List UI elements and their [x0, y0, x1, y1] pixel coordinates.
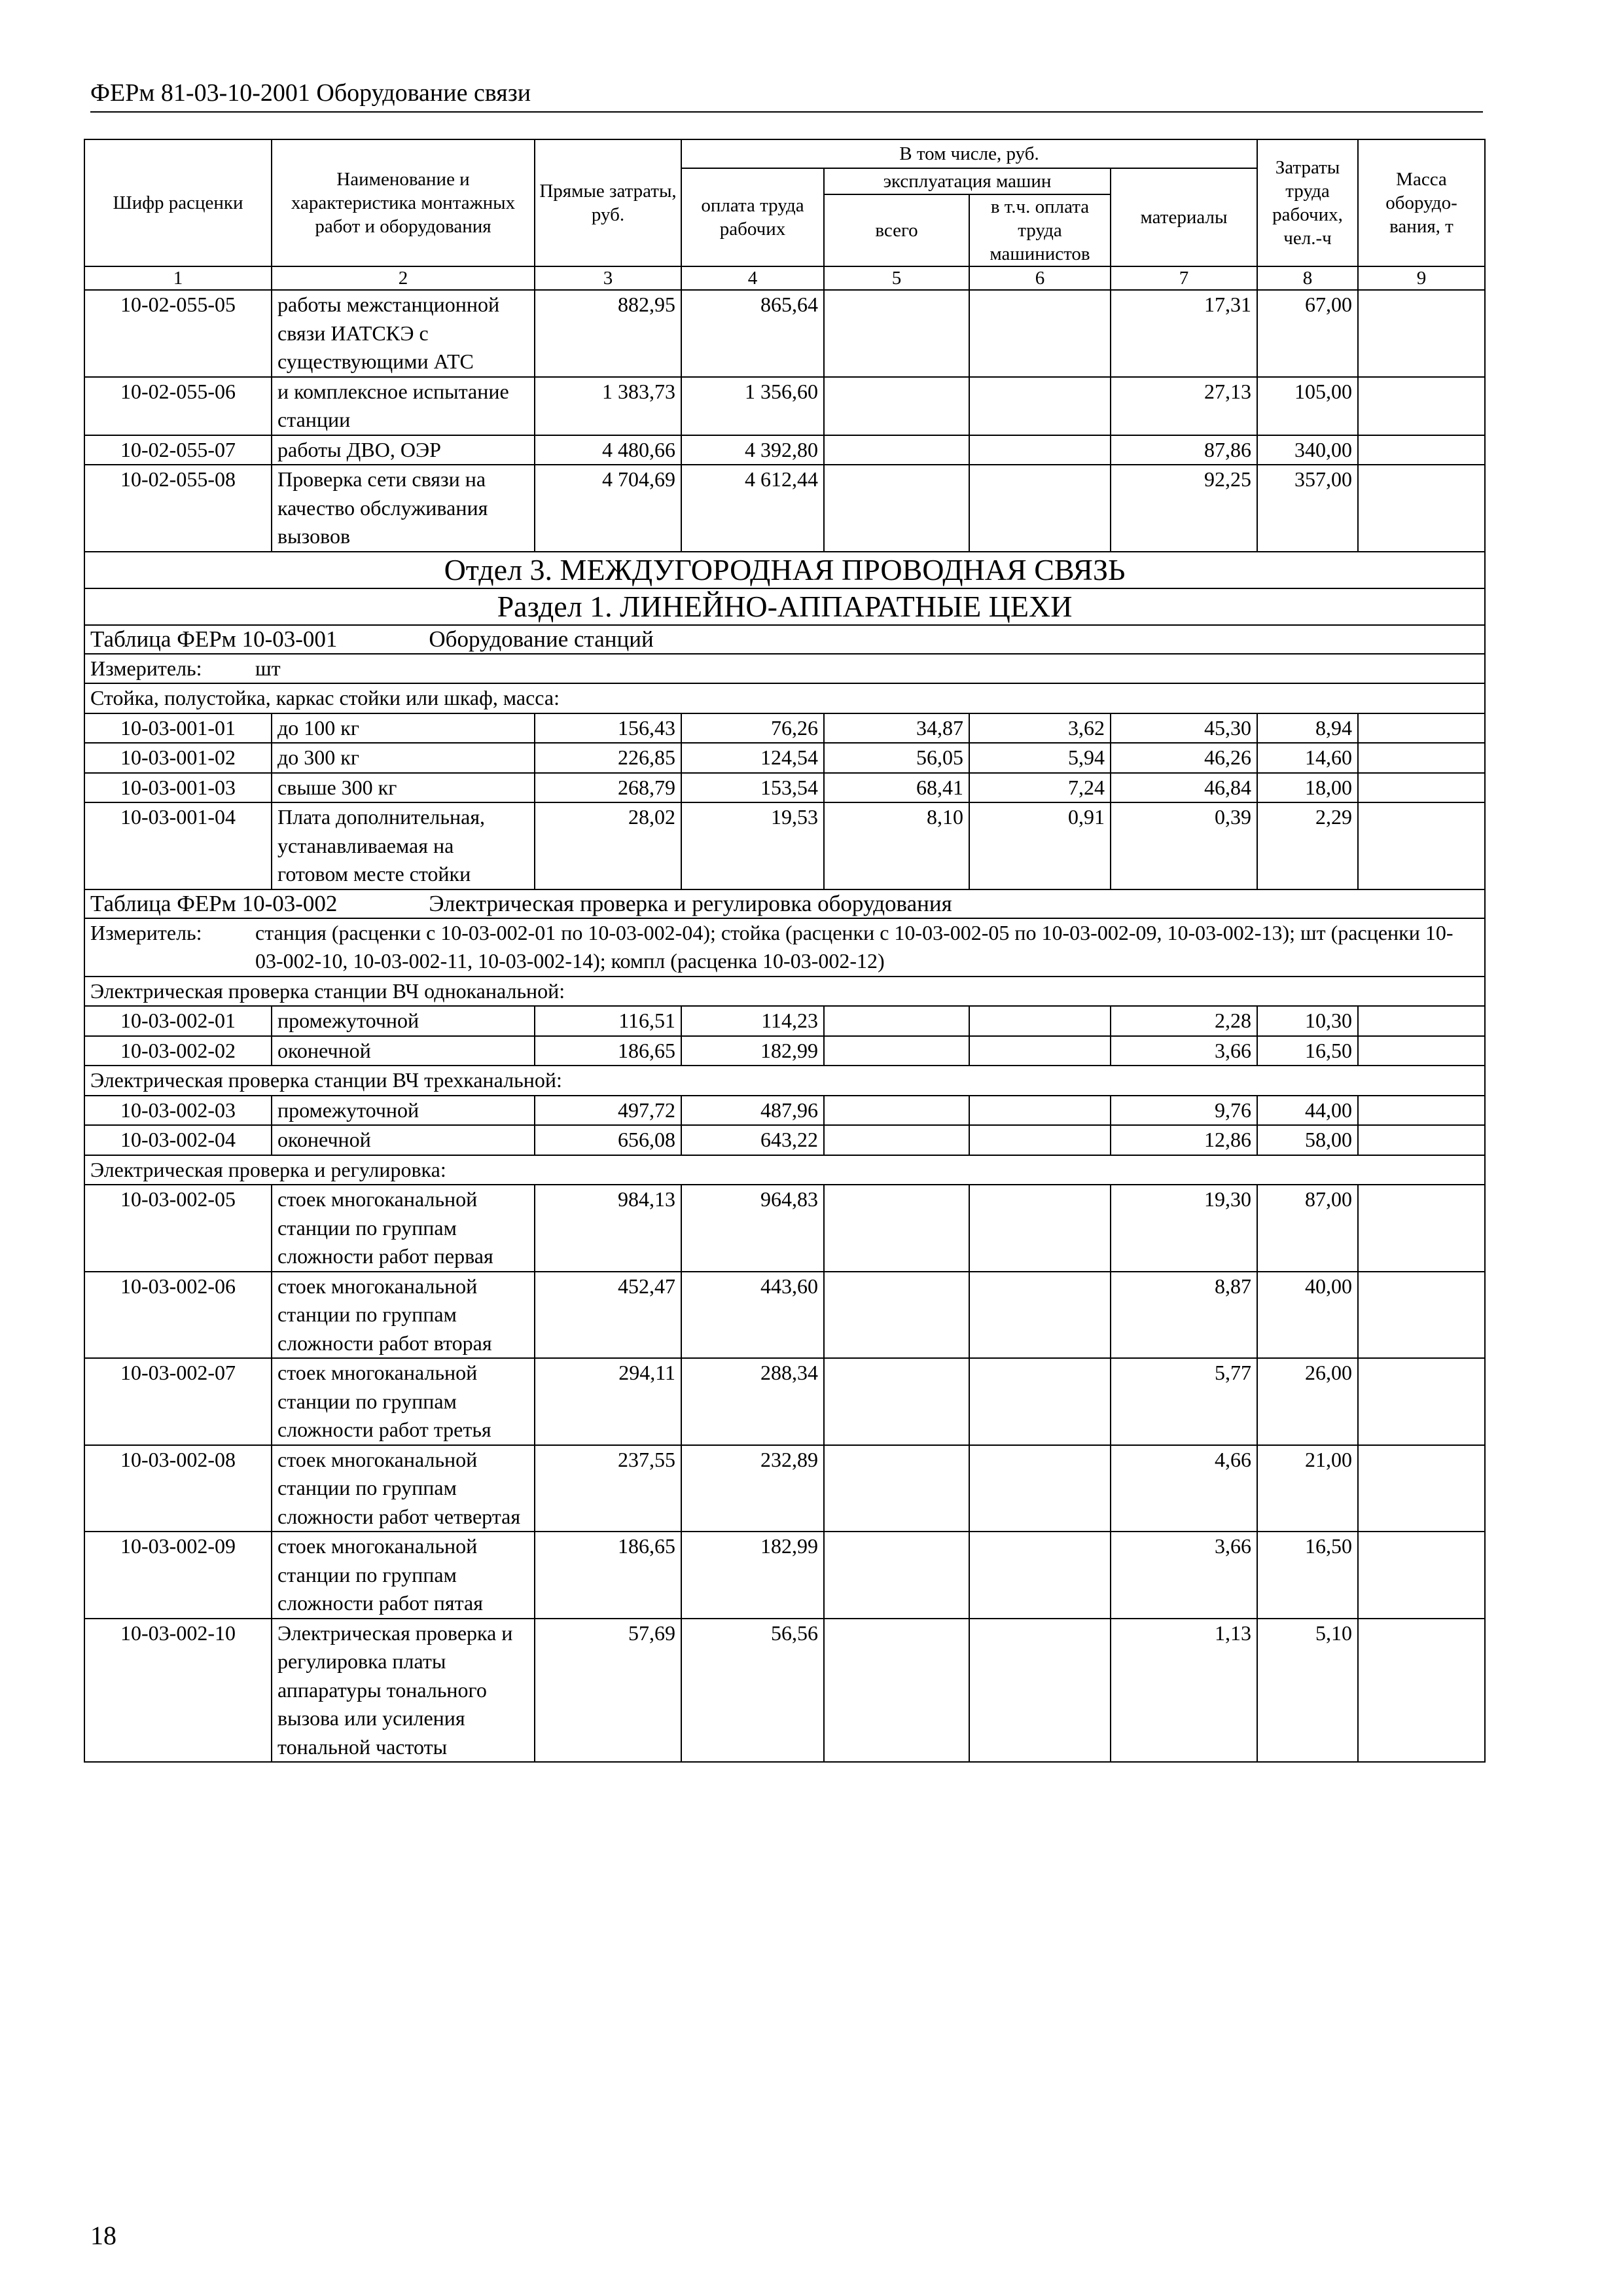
work-name: стоек многоканальной станции по группам сложности работ вторая — [272, 1272, 535, 1359]
labor-hours: 10,30 — [1257, 1006, 1358, 1036]
col-machines-wages-header: в т.ч. оплата труда машинистов — [969, 194, 1111, 266]
col-number: 5 — [824, 266, 969, 290]
table-row — [84, 1125, 1485, 1155]
table-row — [84, 1096, 1485, 1126]
labor-hours: 87,00 — [1257, 1185, 1358, 1272]
equipment-mass — [1358, 713, 1485, 744]
work-name: работы межстанционной связи ИАТСКЭ с существующими АТС — [272, 290, 535, 377]
worker-wages: 865,64 — [681, 290, 824, 377]
materials-cost: 87,86 — [1111, 435, 1257, 465]
machines-total — [824, 1096, 969, 1126]
materials-cost: 5,77 — [1111, 1358, 1257, 1445]
materials-cost: 19,30 — [1111, 1185, 1257, 1272]
work-name: до 300 кг — [272, 743, 535, 773]
equipment-mass — [1358, 1619, 1485, 1763]
direct-cost: 186,65 — [535, 1532, 681, 1619]
rate-code: 10-02-055-08 — [84, 465, 272, 552]
col-wages-header: оплата труда рабочих — [681, 168, 824, 266]
operator-wages — [969, 1006, 1111, 1036]
equipment-mass — [1358, 465, 1485, 552]
work-name: оконечной — [272, 1036, 535, 1066]
col-number: 2 — [272, 266, 535, 290]
col-machines-header: эксплуатация машин — [824, 168, 1111, 194]
labor-hours: 18,00 — [1257, 773, 1358, 803]
materials-cost: 17,31 — [1111, 290, 1257, 377]
col-code-header: Шифр расценки — [84, 139, 272, 266]
direct-cost: 57,69 — [535, 1619, 681, 1763]
labor-hours: 357,00 — [1257, 465, 1358, 552]
table-code: Таблица ФЕРм 10-03-001 — [90, 626, 338, 652]
measure-row — [84, 918, 1485, 977]
equipment-mass — [1358, 1272, 1485, 1359]
table-row — [84, 1185, 1485, 1272]
direct-cost: 237,55 — [535, 1445, 681, 1532]
direct-cost: 186,65 — [535, 1036, 681, 1066]
equipment-mass — [1358, 1358, 1485, 1445]
equipment-mass — [1358, 1185, 1485, 1272]
worker-wages: 182,99 — [681, 1532, 824, 1619]
measure-label: Измеритель: — [90, 656, 202, 680]
table-code: Таблица ФЕРм 10-03-002 — [90, 890, 338, 916]
section-heading: Раздел 1. ЛИНЕЙНО-АППАРАТНЫЕ ЦЕХИ — [84, 588, 1485, 625]
rate-code: 10-03-002-04 — [84, 1125, 272, 1155]
machines-total — [824, 1185, 969, 1272]
page-number: 18 — [90, 2221, 116, 2250]
operator-wages: 3,62 — [969, 713, 1111, 744]
measure-value: шт — [255, 656, 281, 680]
work-name: стоек многоканальной станции по группам сложности работ пятая — [272, 1532, 535, 1619]
machines-total: 34,87 — [824, 713, 969, 744]
worker-wages: 1 356,60 — [681, 377, 824, 435]
rate-code: 10-02-055-07 — [84, 435, 272, 465]
group-title: Электрическая проверка станции ВЧ трехканальной: — [84, 1066, 1485, 1096]
table-row — [84, 1532, 1485, 1619]
equipment-mass — [1358, 1125, 1485, 1155]
col-number: 9 — [1358, 266, 1485, 290]
equipment-mass — [1358, 290, 1485, 377]
col-number: 1 — [84, 266, 272, 290]
operator-wages: 7,24 — [969, 773, 1111, 803]
col-number: 3 — [535, 266, 681, 290]
operator-wages — [969, 1272, 1111, 1359]
rate-code: 10-03-001-04 — [84, 802, 272, 889]
operator-wages: 5,94 — [969, 743, 1111, 773]
table-row — [84, 1445, 1485, 1532]
materials-cost: 1,13 — [1111, 1619, 1257, 1763]
direct-cost: 656,08 — [535, 1125, 681, 1155]
operator-wages — [969, 1445, 1111, 1532]
machines-total — [824, 1125, 969, 1155]
work-name: Электрическая проверка и регулировка платы аппаратуры тонального вызова или усиления тональной частоты — [272, 1619, 535, 1763]
materials-cost: 27,13 — [1111, 377, 1257, 435]
materials-cost: 8,87 — [1111, 1272, 1257, 1359]
materials-cost: 92,25 — [1111, 465, 1257, 552]
materials-cost: 2,28 — [1111, 1006, 1257, 1036]
rate-code: 10-03-002-08 — [84, 1445, 272, 1532]
labor-hours: 16,50 — [1257, 1036, 1358, 1066]
labor-hours: 26,00 — [1257, 1358, 1358, 1445]
table-name: Электрическая проверка и регулировка оборудования — [429, 890, 952, 916]
operator-wages — [969, 377, 1111, 435]
equipment-mass — [1358, 802, 1485, 889]
rate-code: 10-02-055-06 — [84, 377, 272, 435]
table-name: Оборудование станций — [429, 626, 654, 652]
table-row — [84, 1272, 1485, 1359]
rate-code: 10-03-002-10 — [84, 1619, 272, 1763]
table-row — [84, 1619, 1485, 1763]
equipment-mass — [1358, 743, 1485, 773]
operator-wages — [969, 465, 1111, 552]
table-row — [84, 465, 1485, 552]
machines-total — [824, 1006, 969, 1036]
work-name: оконечной — [272, 1125, 535, 1155]
group-title-row — [84, 1066, 1485, 1096]
labor-hours: 21,00 — [1257, 1445, 1358, 1532]
table-title-row — [84, 889, 1485, 918]
work-name: стоек многоканальной станции по группам сложности работ четвертая — [272, 1445, 535, 1532]
table-title-row — [84, 625, 1485, 654]
machines-total: 68,41 — [824, 773, 969, 803]
work-name: свыше 300 кг — [272, 773, 535, 803]
equipment-mass — [1358, 1036, 1485, 1066]
operator-wages — [969, 1096, 1111, 1126]
col-name-header: Наименование и характеристика монтажных работ и оборудования — [272, 139, 535, 266]
operator-wages — [969, 1036, 1111, 1066]
col-materials-header: материалы — [1111, 168, 1257, 266]
machines-total — [824, 1036, 969, 1066]
measure-row — [84, 654, 1485, 684]
table-row — [84, 713, 1485, 744]
worker-wages: 124,54 — [681, 743, 824, 773]
direct-cost: 268,79 — [535, 773, 681, 803]
labor-hours: 44,00 — [1257, 1096, 1358, 1126]
table-row — [84, 1036, 1485, 1066]
group-title: Электрическая проверка станции ВЧ одноканальной: — [84, 977, 1485, 1007]
worker-wages: 56,56 — [681, 1619, 824, 1763]
rate-code: 10-03-001-03 — [84, 773, 272, 803]
table-row — [84, 1358, 1485, 1445]
materials-cost: 4,66 — [1111, 1445, 1257, 1532]
department-heading: Отдел 3. МЕЖДУГОРОДНАЯ ПРОВОДНАЯ СВЯЗЬ — [84, 552, 1485, 588]
work-name: работы ДВО, ОЭР — [272, 435, 535, 465]
operator-wages — [969, 1185, 1111, 1272]
group-title-row — [84, 977, 1485, 1007]
table-header — [84, 139, 1485, 290]
direct-cost: 4 704,69 — [535, 465, 681, 552]
labor-hours: 340,00 — [1257, 435, 1358, 465]
machines-total — [824, 1272, 969, 1359]
equipment-mass — [1358, 377, 1485, 435]
materials-cost: 0,39 — [1111, 802, 1257, 889]
labor-hours: 14,60 — [1257, 743, 1358, 773]
column-numbers-row — [84, 266, 1485, 290]
direct-cost: 984,13 — [535, 1185, 681, 1272]
operator-wages — [969, 1619, 1111, 1763]
operator-wages: 0,91 — [969, 802, 1111, 889]
work-name: Плата дополнительная, устанавливаемая на готовом месте стойки — [272, 802, 535, 889]
worker-wages: 288,34 — [681, 1358, 824, 1445]
table-row — [84, 377, 1485, 435]
group-title-row — [84, 683, 1485, 713]
col-incl-header: В том числе, руб. — [681, 139, 1257, 168]
table-row — [84, 743, 1485, 773]
equipment-mass — [1358, 435, 1485, 465]
labor-hours: 16,50 — [1257, 1532, 1358, 1619]
work-name: промежуточной — [272, 1096, 535, 1126]
machines-total: 56,05 — [824, 743, 969, 773]
table-row — [84, 802, 1485, 889]
labor-hours: 8,94 — [1257, 713, 1358, 744]
col-direct-header: Прямые затраты, руб. — [535, 139, 681, 266]
direct-cost: 4 480,66 — [535, 435, 681, 465]
worker-wages: 232,89 — [681, 1445, 824, 1532]
machines-total — [824, 1532, 969, 1619]
equipment-mass — [1358, 1445, 1485, 1532]
rate-code: 10-03-001-01 — [84, 713, 272, 744]
equipment-mass — [1358, 1532, 1485, 1619]
labor-hours: 2,29 — [1257, 802, 1358, 889]
equipment-mass — [1358, 1006, 1485, 1036]
department-heading-row — [84, 552, 1485, 588]
worker-wages: 643,22 — [681, 1125, 824, 1155]
work-name: стоек многоканальной станции по группам сложности работ третья — [272, 1358, 535, 1445]
worker-wages: 4 392,80 — [681, 435, 824, 465]
equipment-mass — [1358, 1096, 1485, 1126]
labor-hours: 5,10 — [1257, 1619, 1358, 1763]
measure-value: станция (расценки с 10-03-002-01 по 10-03-002-04); стойка (расценки с 10-03-002-05 по 10-03-002-09, 10-03-002-13); шт (расценки 10-03-002-10, 10-03-002-11, 10-03-002-14); компл (расценка 10-03-002-12) — [255, 920, 1454, 973]
work-name: Проверка сети связи на качество обслуживания вызовов — [272, 465, 535, 552]
labor-hours: 67,00 — [1257, 290, 1358, 377]
rates-table — [84, 139, 1486, 1763]
direct-cost: 294,11 — [535, 1358, 681, 1445]
materials-cost: 45,30 — [1111, 713, 1257, 744]
worker-wages: 964,83 — [681, 1185, 824, 1272]
rate-code: 10-03-002-06 — [84, 1272, 272, 1359]
direct-cost: 452,47 — [535, 1272, 681, 1359]
measure-label: Измеритель: — [90, 920, 202, 944]
worker-wages: 443,60 — [681, 1272, 824, 1359]
rate-code: 10-03-001-02 — [84, 743, 272, 773]
page-header: ФЕРм 81-03-10-2001 Оборудование связи — [90, 77, 1483, 113]
operator-wages — [969, 435, 1111, 465]
machines-total — [824, 435, 969, 465]
rate-code: 10-03-002-07 — [84, 1358, 272, 1445]
rate-code: 10-02-055-05 — [84, 290, 272, 377]
direct-cost: 116,51 — [535, 1006, 681, 1036]
operator-wages — [969, 1532, 1111, 1619]
operator-wages — [969, 1125, 1111, 1155]
materials-cost: 9,76 — [1111, 1096, 1257, 1126]
worker-wages: 76,26 — [681, 713, 824, 744]
group-title-row — [84, 1155, 1485, 1185]
direct-cost: 226,85 — [535, 743, 681, 773]
direct-cost: 28,02 — [535, 802, 681, 889]
machines-total — [824, 1358, 969, 1445]
work-name: стоек многоканальной станции по группам сложности работ первая — [272, 1185, 535, 1272]
group-title: Стойка, полустойка, каркас стойки или шкаф, масса: — [84, 683, 1485, 713]
machines-total — [824, 290, 969, 377]
machines-total — [824, 377, 969, 435]
table-row — [84, 290, 1485, 377]
rate-code: 10-03-002-02 — [84, 1036, 272, 1066]
worker-wages: 153,54 — [681, 773, 824, 803]
col-number: 8 — [1257, 266, 1358, 290]
group-title: Электрическая проверка и регулировка: — [84, 1155, 1485, 1185]
rate-code: 10-03-002-09 — [84, 1532, 272, 1619]
col-labor-header: Затраты труда рабочих, чел.-ч — [1257, 139, 1358, 266]
table-row — [84, 1006, 1485, 1036]
work-name: промежуточной — [272, 1006, 535, 1036]
table-row — [84, 435, 1485, 465]
labor-hours: 58,00 — [1257, 1125, 1358, 1155]
operator-wages — [969, 290, 1111, 377]
materials-cost: 3,66 — [1111, 1036, 1257, 1066]
direct-cost: 882,95 — [535, 290, 681, 377]
direct-cost: 156,43 — [535, 713, 681, 744]
labor-hours: 105,00 — [1257, 377, 1358, 435]
rate-code: 10-03-002-05 — [84, 1185, 272, 1272]
materials-cost: 12,86 — [1111, 1125, 1257, 1155]
machines-total — [824, 1445, 969, 1532]
rate-code: 10-03-002-03 — [84, 1096, 272, 1126]
col-mass-header: Масса оборудо-вания, т — [1358, 139, 1485, 266]
worker-wages: 19,53 — [681, 802, 824, 889]
worker-wages: 114,23 — [681, 1006, 824, 1036]
worker-wages: 4 612,44 — [681, 465, 824, 552]
worker-wages: 487,96 — [681, 1096, 824, 1126]
direct-cost: 497,72 — [535, 1096, 681, 1126]
machines-total — [824, 1619, 969, 1763]
col-number: 4 — [681, 266, 824, 290]
rate-code: 10-03-002-01 — [84, 1006, 272, 1036]
materials-cost: 46,84 — [1111, 773, 1257, 803]
col-number: 7 — [1111, 266, 1257, 290]
work-name: до 100 кг — [272, 713, 535, 744]
table-row — [84, 773, 1485, 803]
machines-total — [824, 465, 969, 552]
operator-wages — [969, 1358, 1111, 1445]
col-machines-total-header: всего — [824, 194, 969, 266]
col-number: 6 — [969, 266, 1111, 290]
equipment-mass — [1358, 773, 1485, 803]
work-name: и комплексное испытание станции — [272, 377, 535, 435]
materials-cost: 3,66 — [1111, 1532, 1257, 1619]
labor-hours: 40,00 — [1257, 1272, 1358, 1359]
materials-cost: 46,26 — [1111, 743, 1257, 773]
direct-cost: 1 383,73 — [535, 377, 681, 435]
worker-wages: 182,99 — [681, 1036, 824, 1066]
machines-total: 8,10 — [824, 802, 969, 889]
section-heading-row — [84, 588, 1485, 625]
